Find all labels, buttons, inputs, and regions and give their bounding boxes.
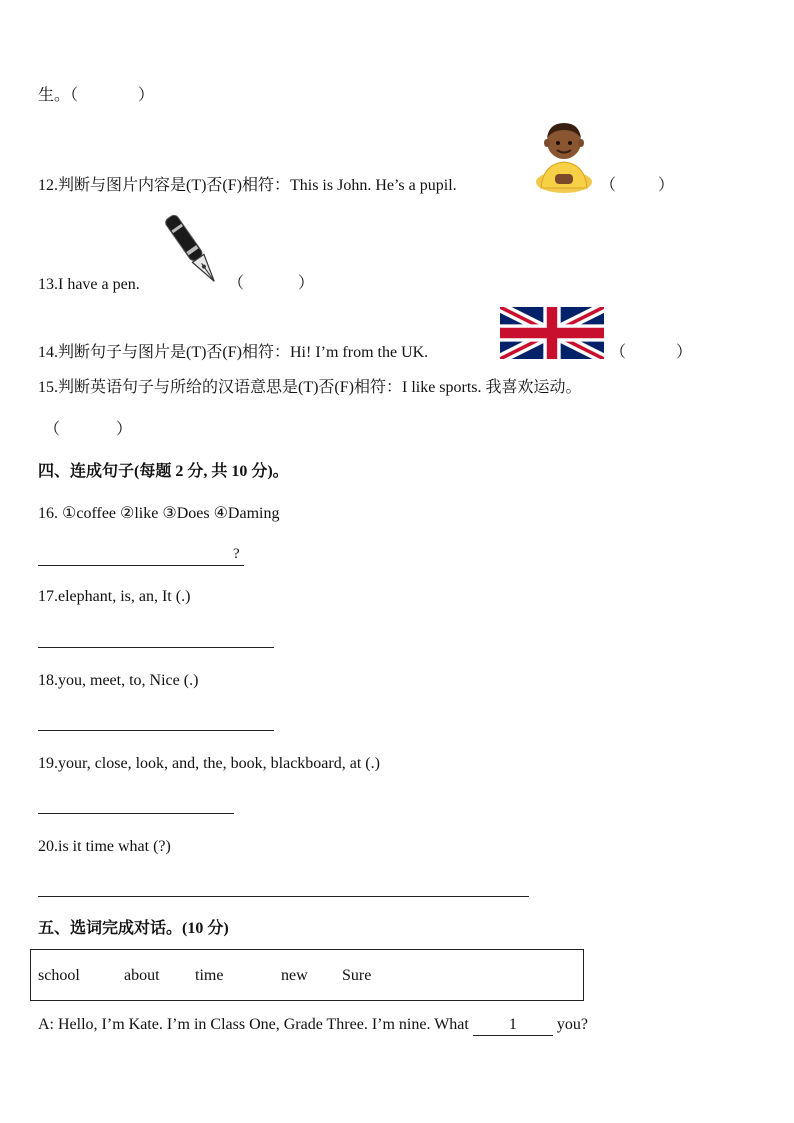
q12-paren-open: （ (600, 177, 617, 194)
section4-heading: 四、连成句子(每题 2 分, 共 10 分)。 (38, 463, 289, 480)
q14-paren-open: （ (610, 344, 627, 361)
q15-paren-open: （ (44, 421, 61, 438)
q18-text: 18.you, meet, to, Nice (.) (38, 672, 199, 689)
q14-line (38, 343, 428, 363)
q13-paren-close: ） (298, 275, 315, 292)
q11-paren-close: ） (138, 87, 155, 104)
q16-end-mark: ? (233, 546, 240, 562)
q15-text: 15.判断英语句子与所给的汉语意思是(T)否(F)相符：I like sports. 我喜欢运动。 (38, 379, 582, 396)
fountain-pen-icon (160, 208, 226, 294)
q17-answer-line[interactable] (38, 646, 274, 648)
dialog-blank-number: 1 (508, 1016, 517, 1033)
dialog-line-a (38, 1015, 588, 1036)
q19-answer-line[interactable] (38, 812, 234, 814)
section5-heading: 五、选词完成对话。(10 分) (38, 920, 229, 937)
q12-text: 12.判断与图片内容是(T)否(F)相符：This is John. He’s a pupil. (38, 177, 457, 194)
word-bank-box (30, 949, 584, 1001)
q11-text: 生。（ (38, 87, 79, 104)
q19-text: 19.your, close, look, and, the, book, blackboard, at (.) (38, 755, 380, 772)
q14-paren (610, 343, 692, 363)
word-bank-item: time (195, 967, 224, 984)
q13-text: 13.I have a pen. (38, 276, 140, 293)
q16-text: 16. ①coffee ②like ③Does ④Daming (38, 505, 280, 522)
q11-tail (38, 86, 154, 106)
q16-answer-line[interactable] (38, 564, 244, 566)
q20-text: 20.is it time what (?) (38, 838, 171, 855)
q13-paren (228, 274, 314, 294)
word-bank-item: about (124, 967, 160, 984)
uk-flag-icon (500, 307, 604, 359)
q12-line (38, 176, 457, 196)
dialog-blank-1[interactable] (473, 1015, 553, 1036)
dialog-a-end: you? (556, 1016, 588, 1033)
dialog-a-text: A: Hello, I’m Kate. I’m in Class One, Grade Three. I’m nine. What (38, 1016, 469, 1033)
q13-line (38, 275, 140, 295)
q12-paren-close: ） (658, 177, 675, 194)
q17-text: 17.elephant, is, an, It (.) (38, 588, 191, 605)
word-bank-item: new (281, 967, 308, 984)
word-bank-item: Sure (342, 967, 372, 984)
q15-paren (44, 420, 132, 440)
word-bank-item: school (38, 967, 80, 984)
q12-paren (600, 176, 674, 196)
q14-text: 14.判断句子与图片是(T)否(F)相符：Hi! I’m from the UK. (38, 344, 429, 361)
q13-paren-open: （ (228, 275, 245, 292)
q14-paren-close: ） (676, 344, 693, 361)
boy-picture-icon (533, 118, 595, 194)
q20-answer-line[interactable] (38, 895, 529, 897)
q18-answer-line[interactable] (38, 729, 274, 731)
q15-line (38, 378, 582, 398)
q15-paren-close: ） (116, 421, 133, 438)
